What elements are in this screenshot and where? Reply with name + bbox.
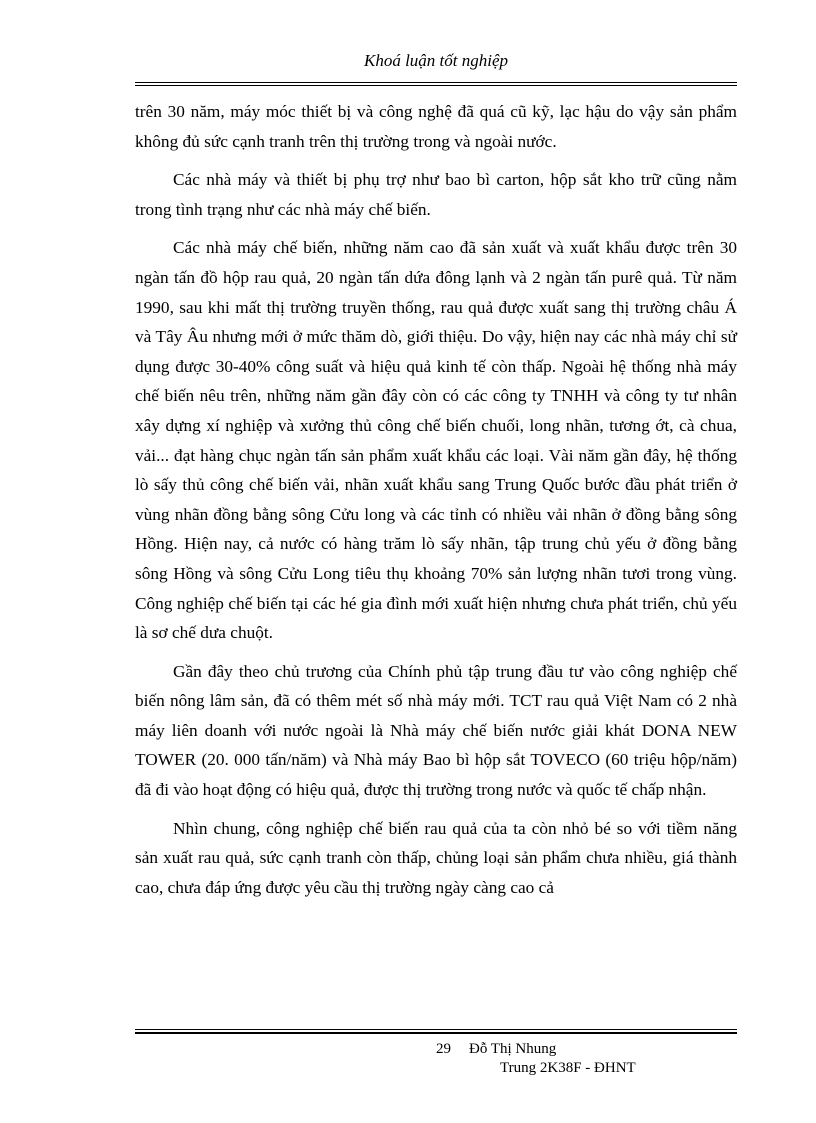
author-name: Đỗ Thị Nhung: [469, 1041, 557, 1057]
page-number: 29: [436, 1041, 451, 1057]
body-text: [135, 97, 737, 911]
footer-double-rule: [135, 1029, 737, 1034]
header-double-rule: [135, 82, 737, 86]
paragraph: Nhìn chung, công nghiệp chế biến rau quả của ta còn nhỏ bé so với tiềm năng sản xuất rau quả, sức cạnh tranh còn thấp, chủng loại sản phẩm chưa nhiều, giá thành cao, chưa đáp ứng được yêu cầu thị trường ngày càng cao cả: [135, 818, 737, 897]
author-class: Trung 2K38F - ĐHNT: [500, 1060, 636, 1076]
running-header-title: Khoá luận tốt nghiệp: [363, 51, 509, 70]
paragraph: Các nhà máy chế biến, những năm cao đã sản xuất và xuất khẩu được trên 30 ngàn tấn đồ hộp rau quả, 20 ngàn tấn dứa đông lạnh và 2 ngàn tấn purê quả. Từ năm 1990, sau khi mất thị trường truyền thống, rau quả được xuất sang thị trường châu Á và Tây Âu nhưng mới ở mức thăm dò, giới thiệu. Do vậy, hiện nay các nhà máy chỉ sử dụng được 30-40% công suất và hiệu quả kinh tế còn thấp. Ngoài hệ thống nhà máy chế biến nêu trên, những năm gần đây còn có các công ty TNHH và công ty tư nhân xây dựng xí nghiệp và xưởng thủ công chế biến chuối, long nhãn, tương ớt, cà chua, vải... đạt hàng chục ngàn tấn sản phẩm xuất khẩu các loại. Vài năm gần đây, hệ thống lò sấy thủ công chế biến vải, nhãn xuất khẩu sang Trung Quốc bước đầu phát triển ở vùng nhãn đồng bằng sông Cửu long và các tỉnh có nhiều vải nhãn ở đồng bằng sông Hồng. Hiện nay, cả nước có hàng trăm lò sấy nhãn, tập trung chủ yếu ở đồng bằng sông Hồng và sông Cửu Long tiêu thụ khoảng 70% sản lượng nhãn tươi trong vùng. Công nghiệp chế biến tại các hé gia đình mới xuất hiện nhưng chưa phát triển, chủ yếu là sơ chế dưa chuột.: [135, 238, 737, 643]
paragraph-continued: trên 30 năm, máy móc thiết bị và công nghệ đã quá cũ kỹ, lạc hậu do vậy sản phẩm không đủ sức cạnh tranh trên thị trường trong và ngoài nước.: [135, 102, 737, 151]
paragraph: Các nhà máy và thiết bị phụ trợ như bao bì carton, hộp sắt kho trữ cũng nằm trong tình trạng như các nhà máy chế biến.: [135, 170, 737, 219]
paragraph: Gần đây theo chủ trương của Chính phủ tập trung đầu tư vào công nghiệp chế biến nông lâm sản, đã có thêm mét số nhà máy mới. TCT rau quả Việt Nam có 2 nhà máy liên doanh với nước ngoài là Nhà máy chế biến nước giải khát DONA NEW TOWER (20. 000 tấn/năm) và Nhà máy Bao bì hộp sắt TOVECO (60 triệu hộp/năm) đã đi vào hoạt động có hiệu quả, được thị trường trong nước và quốc tế chấp nhận.: [135, 661, 737, 800]
